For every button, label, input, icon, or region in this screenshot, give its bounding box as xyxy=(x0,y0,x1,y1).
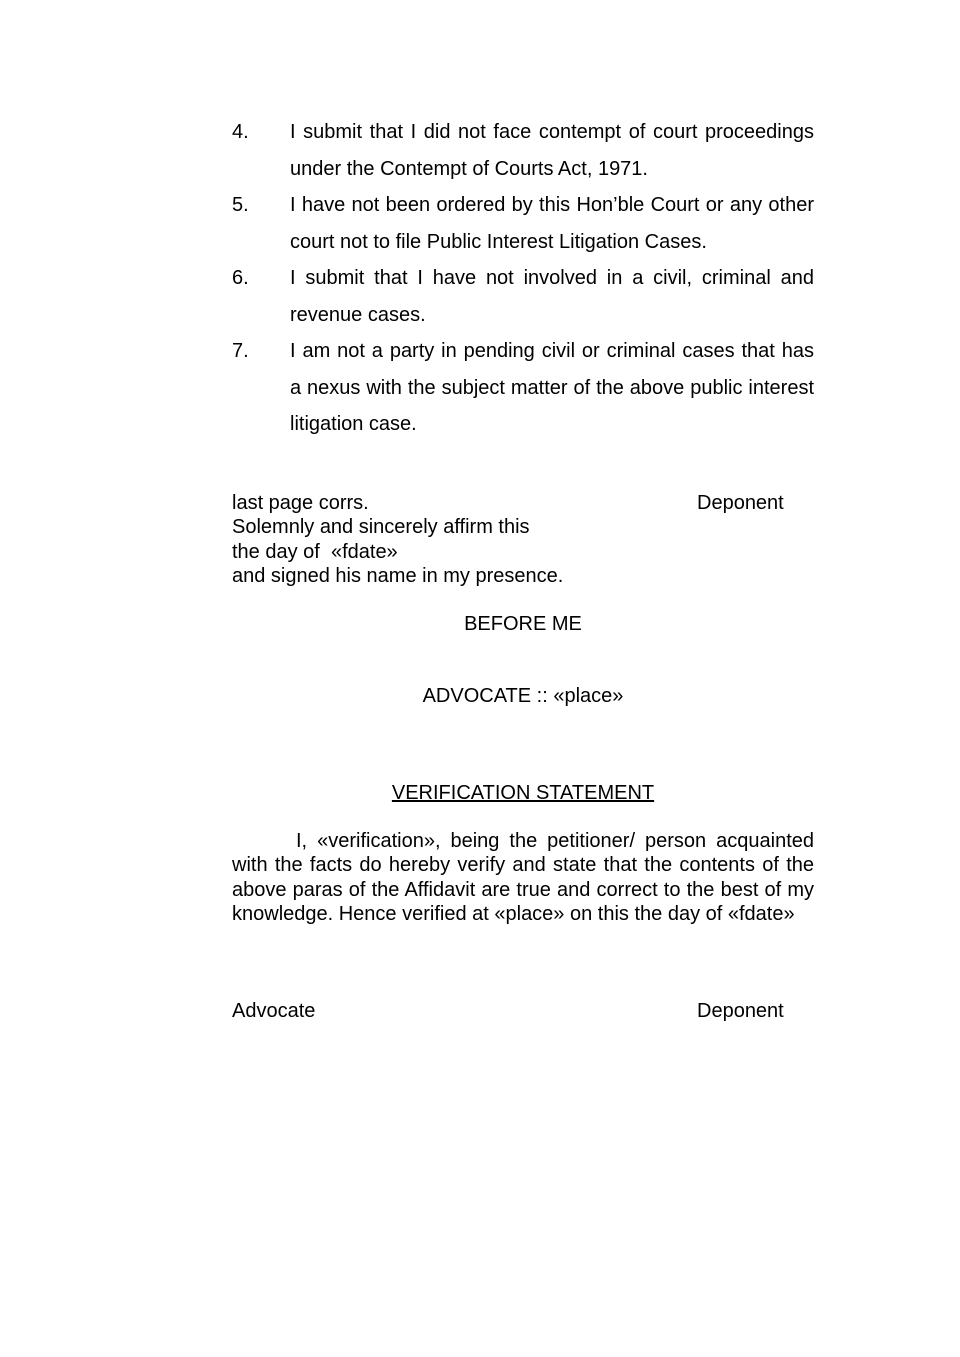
paragraph-number: 5. xyxy=(232,194,249,216)
verification-heading: VERIFICATION STATEMENT xyxy=(391,782,655,804)
advocate-signature-label: Advocate xyxy=(232,1000,316,1022)
paragraph-text: I submit that I have not involved in a civil, criminal and revenue cases. xyxy=(290,267,814,326)
paragraph-text: I have not been ordered by this Hon’ble Court or any other court not to file Public Interest Litigation Cases. xyxy=(290,194,814,253)
advocate-place-label: ADVOCATE :: «place» xyxy=(422,685,624,707)
paragraph-text: I am not a party in pending civil or criminal cases that has a nexus with the subject matter of the above public interest litigation case. xyxy=(290,340,814,435)
paragraph-number: 4. xyxy=(232,121,249,143)
numbered-paragraphs xyxy=(232,114,814,443)
last-page-note: last page corrs. xyxy=(232,492,369,514)
before-me-label: BEFORE ME xyxy=(464,613,582,635)
paragraph-number: 6. xyxy=(232,267,249,289)
deponent-signature-label: Deponent xyxy=(697,492,784,514)
affirmation-signed-line: and signed his name in my presence. xyxy=(232,564,564,587)
paragraph-text: I submit that I did not face contempt of court proceedings under the Contempt of Courts Act, 1971. xyxy=(290,121,814,180)
verification-body: I, «verification», being the petitioner/ person acquainted with the facts do hereby verify and state that the contents of the above paras of the Affidavit are true and correct to the best of my knowledge. Hence verified at «place» on this the day of «fdate» xyxy=(232,830,814,925)
affirmation-date-line: the day of «fdate» xyxy=(232,540,398,563)
affirmation-line: Solemnly and sincerely affirm this xyxy=(232,516,530,539)
paragraph-6 xyxy=(232,260,814,333)
paragraph-7 xyxy=(232,333,814,443)
deponent-footer-label: Deponent xyxy=(697,1000,784,1022)
paragraph-number: 7. xyxy=(232,340,249,362)
paragraph-4 xyxy=(232,114,814,187)
paragraph-5 xyxy=(232,187,814,260)
